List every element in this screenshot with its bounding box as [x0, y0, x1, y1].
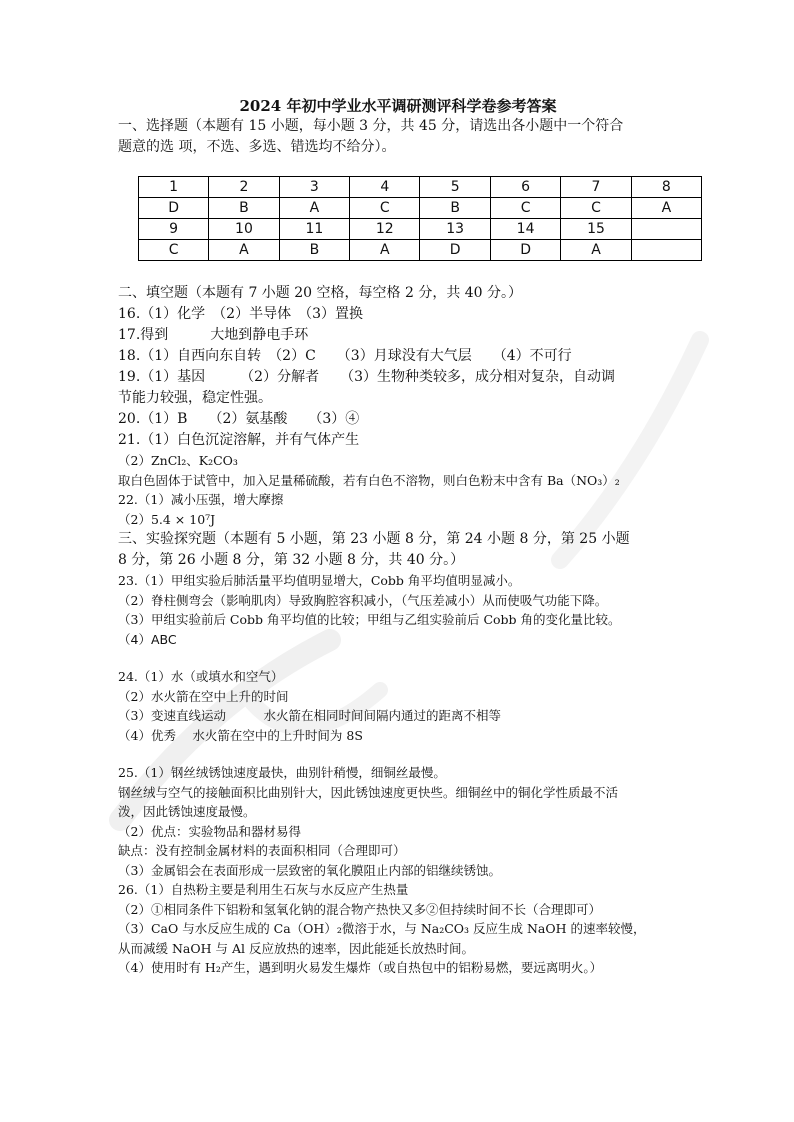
table-cell: 7 [561, 177, 631, 198]
answer-q24-line4: （4）优秀 水火箭在空中的上升时间为 8S [118, 727, 363, 743]
table-cell: A [209, 240, 279, 261]
table-cell: 15 [561, 219, 631, 240]
answer-q26-line1: 26.（1）自热粉主要是利用生石灰与水反应产生热量 [118, 882, 409, 897]
answer-table [138, 176, 702, 261]
table-cell: D [490, 240, 560, 261]
table-cell: D [139, 198, 209, 219]
section2-header: 二、填空题（本题有 7 小题 20 空格，每空格 2 分，共 40 分。） [118, 285, 523, 301]
answer-q23-line4: （4）ABC [118, 631, 177, 647]
table-cell: B [420, 198, 490, 219]
answer-q26-line5: （4）使用时有 H₂产生，遇到明火易发生爆炸（或自热包中的铝粉易燃，要远离明火。） [118, 960, 603, 975]
table-cell: 1 [139, 177, 209, 198]
answer-q23-line1: 23.（1）甲组实验后肺活量平均值明显增大，Cobb 角平均值明显减小。 [118, 573, 521, 588]
answer-q23-line2: （2）脊柱侧弯会（影响肌肉）导致胸腔容积减小，（气压差减小）从而使吸气功能下降。 [118, 592, 608, 608]
answer-q25-line1: 25.（1）钢丝绒锈蚀速度最快，曲别针稍慢，细铜丝最慢。 [118, 765, 446, 780]
table-row [139, 177, 702, 198]
table-cell: 6 [490, 177, 560, 198]
answer-q19-line2: 节能力较强，稳定性强。 [118, 390, 272, 406]
answer-q25-line2: 钢丝绒与空气的接触面积比曲别针大，因此锈蚀速度更快些。细铜丝中的铜化学性质最不活 [118, 784, 619, 800]
answer-q21-line1: 21.（1）白色沉淀溶解，并有气体产生 [118, 432, 360, 448]
table-cell: 13 [420, 219, 490, 240]
section1-header-line1: 一、选择题（本题有 15 小题，每小题 3 分，共 45 分，请选出各小题中一个符合 [118, 118, 624, 134]
table-cell: B [279, 240, 349, 261]
answer-q24-line2: （2）水火箭在空中上升的时间 [118, 688, 289, 704]
answer-q26-line3: （3）CaO 与水反应生成的 Ca（OH）₂微溶于水，与 Na₂CO₃ 反应生成 NaOH 的速率较慢， [118, 921, 646, 936]
table-cell: 5 [420, 177, 490, 198]
section3-header-line1: 三、实验探究题（本题有 5 小题，第 23 小题 8 分，第 24 小题 8 分，第 25 小题 [118, 531, 630, 547]
answer-q18: 18.（1）自西向东自转 （2）C （3）月球没有大气层 （4）不可行 [118, 348, 572, 364]
answer-q25-line3: 泼，因此锈蚀速度最慢。 [118, 804, 256, 819]
table-row [139, 240, 702, 261]
answer-q16: 16.（1）化学 （2）半导体 （3）置换 [118, 306, 363, 322]
table-cell: 2 [209, 177, 279, 198]
table-cell: 9 [139, 219, 209, 240]
answer-q24-line3: （3）变速直线运动 水火箭在相同时间间隔内通过的距离不相等 [118, 708, 501, 723]
answer-q22-line2: （2）5.4 × 10⁷J [118, 511, 216, 527]
answer-q26-line4: 从而减缓 NaOH 与 Al 反应放热的速率，因此能延长放热时间。 [118, 940, 474, 956]
answer-q25-line6: （3）金属铝会在表面形成一层致密的氧化膜阻止内部的铝继续锈蚀。 [118, 862, 501, 878]
table-cell: 10 [209, 219, 279, 240]
table-cell: C [350, 198, 420, 219]
answer-q21-line2: （2）ZnCl₂、K₂CO₃ [118, 453, 238, 468]
table-cell: 8 [631, 177, 701, 198]
table-row [139, 198, 702, 219]
answer-q23-line3: （3）甲组实验前后 Cobb 角平均值的比较；甲组与乙组实验前后 Cobb 角的变化量比较。 [118, 612, 621, 627]
table-cell: 12 [350, 219, 420, 240]
answer-q26-line2: （2）①相同条件下铝粉和氢氧化钠的混合物产热快又多②但持续时间不长（合理即可） [118, 901, 601, 917]
table-cell: A [279, 198, 349, 219]
table-cell: B [209, 198, 279, 219]
section1-header-line2: 题意的选 项，不选、多选、错选均不给分）。 [118, 139, 396, 155]
answer-q21-line3: 取白色固体于试管中，加入足量稀硫酸，若有白色不溶物，则白色粉末中含有 Ba（NO₃）₂ [118, 472, 620, 488]
table-cell: A [631, 198, 701, 219]
table-cell: D [420, 240, 490, 261]
section3-header-line2: 8 分，第 26 小题 8 分，第 32 小题 8 分，共 40 分。） [118, 552, 465, 568]
answer-q20: 20.（1）B （2）氨基酸 （3）④ [118, 411, 360, 427]
table-cell: 14 [490, 219, 560, 240]
table-cell: C [490, 198, 560, 219]
table-cell: A [350, 240, 420, 261]
answer-q22-line1: 22.（1）减小压强，增大摩擦 [118, 492, 284, 507]
answer-q17: 17.得到 大地到静电手环 [118, 327, 309, 343]
answer-q25-line4: （2）优点：实验物品和器材易得 [118, 823, 301, 839]
answer-sheet [118, 96, 678, 978]
answer-q25-line5: 缺点：没有控制金属材料的表面积相同（合理即可） [118, 843, 406, 858]
table-cell: A [561, 240, 631, 261]
table-cell: C [139, 240, 209, 261]
answer-q19-line1: 19.（1）基因 （2）分解者 （3）生物种类较多，成分相对复杂，自动调 [118, 369, 615, 385]
table-cell: 11 [279, 219, 349, 240]
answer-q24-line1: 24.（1）水（或填水和空气） [118, 669, 284, 684]
table-cell: 4 [350, 177, 420, 198]
table-cell [631, 240, 701, 261]
table-cell: 3 [279, 177, 349, 198]
table-cell: C [561, 198, 631, 219]
table-row [139, 219, 702, 240]
page-title: 2024 年初中学业水平调研测评科学卷参考答案 [239, 97, 557, 115]
table-cell [631, 219, 701, 240]
